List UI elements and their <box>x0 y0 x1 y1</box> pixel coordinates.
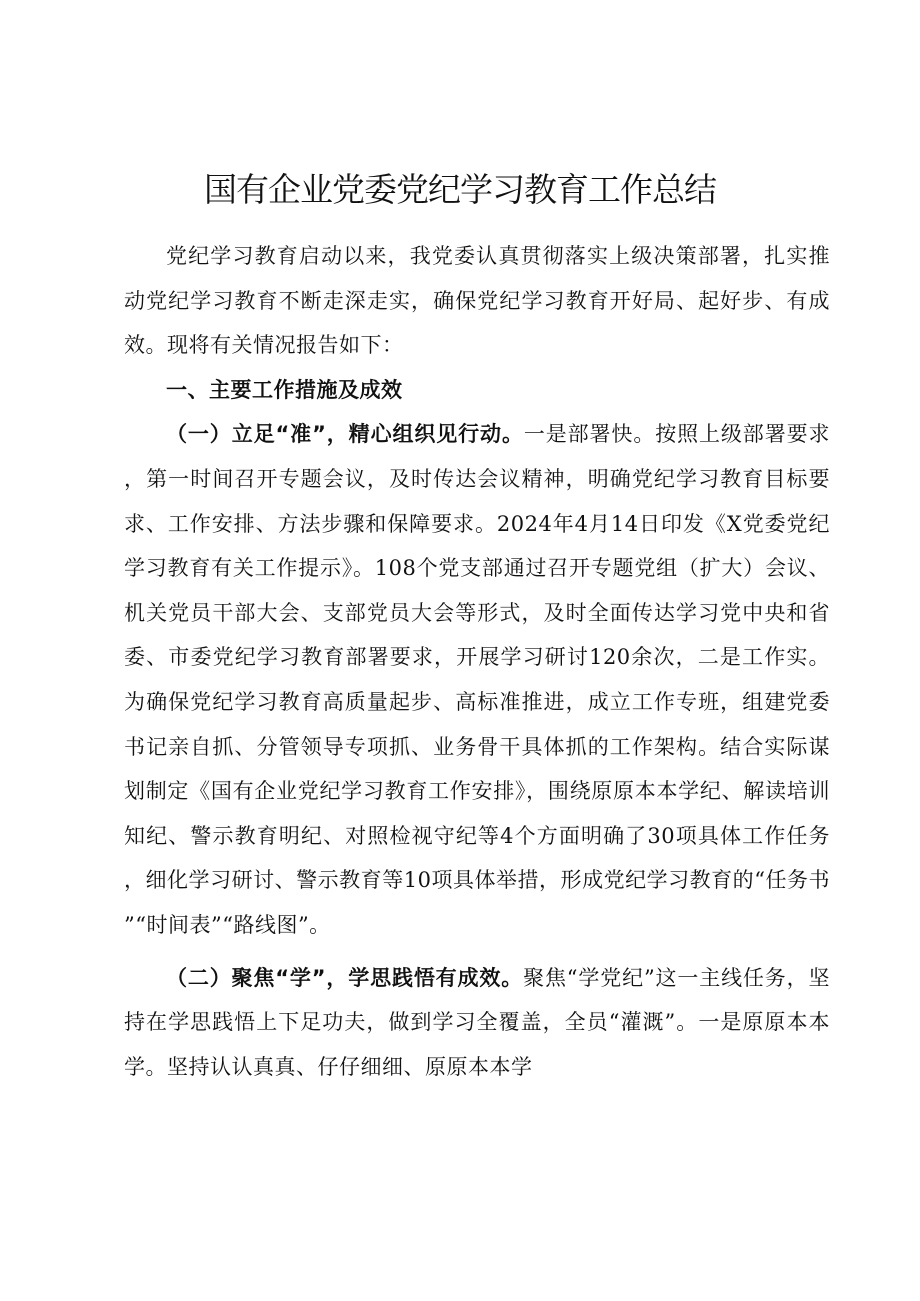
subsection-2-paragraph <box>124 956 830 1090</box>
subsection-2-lead: （二）聚焦“学”，学思践悟有成效。 <box>166 965 524 990</box>
subsection-2-body: 聚焦“学党纪”这一主线任务，坚持在学思践悟上下足功夫，做到学习全覆盖，全员“灌溉”。一是原原本本学。坚持认认真真、仔仔细细、原原本本学 <box>124 965 830 1079</box>
document-body <box>124 234 830 1089</box>
intro-paragraph: 党纪学习教育启动以来，我党委认真贯彻落实上级决策部署，扎实推动党纪学习教育不断走深走实，确保党纪学习教育开好局、起好步、有成效。现将有关情况报告如下： <box>124 244 830 358</box>
subsection-1-body: 一是部署快。按照上级部署要求，第一时间召开专题会议，及时传达会议精神，明确党纪学习教育目标要求、工作安排、方法步骤和保障要求。2024年4月14日印发《X党委党纪学习教育有关工作提示》。108个党支部通过召开专题党组（扩大）会议、机关党员干部大会、支部党员大会等形式，及时全面传达学习党中央和省委、市委党纪学习教育部署要求，开展学习研讨120余次，二是工作实。为确保党纪学习教育高质量起步、高标准推进，成立工作专班，组建党委书记亲自抓、分管领导专项抓、业务骨干具体抓的工作架构。结合实际谋划制定《国有企业党纪学习教育工作安排》，围绕原原本本学纪、解读培训知纪、警示教育明纪、对照检视守纪等4个方面明确了30项具体工作任务，细化学习研讨、警示教育等10项具体举措，形成党纪学习教育的“任务书”“时间表”“路线图”。 <box>124 422 830 937</box>
section-heading: 一、主要工作措施及成效 <box>166 377 403 402</box>
document-title: 国有企业党委党纪学习教育工作总结 <box>204 170 716 209</box>
subsection-1-paragraph <box>124 412 830 947</box>
subsection-1-lead: （一）立足“准”，精心组织见行动。 <box>166 422 524 447</box>
